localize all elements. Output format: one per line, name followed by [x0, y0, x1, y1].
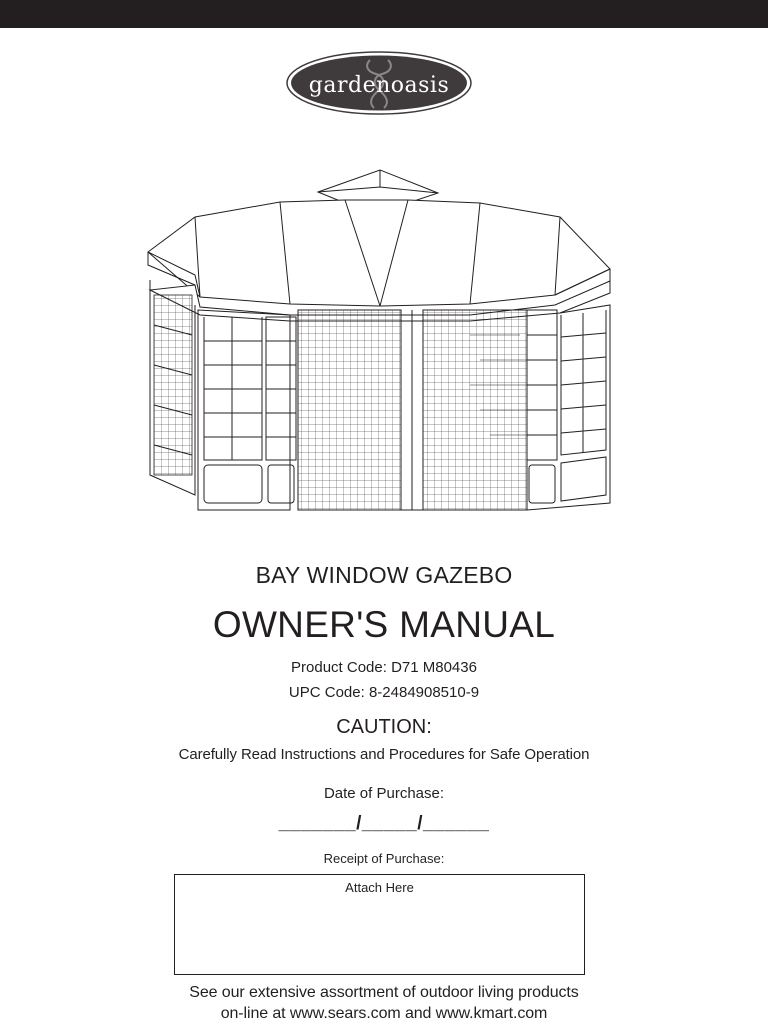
- footer-line-2: on-line at www.sears.com and www.kmart.com: [220, 1005, 548, 1022]
- attach-here-label: Attach Here: [345, 880, 414, 895]
- garden-oasis-logo: [284, 50, 474, 116]
- product-subtitle: BAY WINDOW GAZEBO: [255, 562, 513, 588]
- date-of-purchase-blank: _______/_____/______: [278, 813, 490, 834]
- receipt-attach-box: [174, 874, 585, 975]
- product-code: Product Code: D71 M80436: [291, 659, 477, 676]
- top-bar: [0, 0, 768, 28]
- receipt-of-purchase-label: Receipt of Purchase:: [323, 851, 445, 866]
- caution-text: Carefully Read Instructions and Procedures for Safe Operation: [178, 746, 590, 763]
- upc-code: UPC Code: 8-2484908510-9: [288, 684, 480, 701]
- date-of-purchase-label: Date of Purchase:: [323, 785, 445, 802]
- gazebo-illustration: [140, 165, 620, 525]
- manual-title: OWNER'S MANUAL: [212, 604, 556, 645]
- logo-wordmark: gardenoasis: [308, 72, 450, 98]
- caution-heading: CAUTION:: [336, 716, 432, 738]
- footer-line-1: See our extensive assortment of outdoor living products: [189, 984, 579, 1001]
